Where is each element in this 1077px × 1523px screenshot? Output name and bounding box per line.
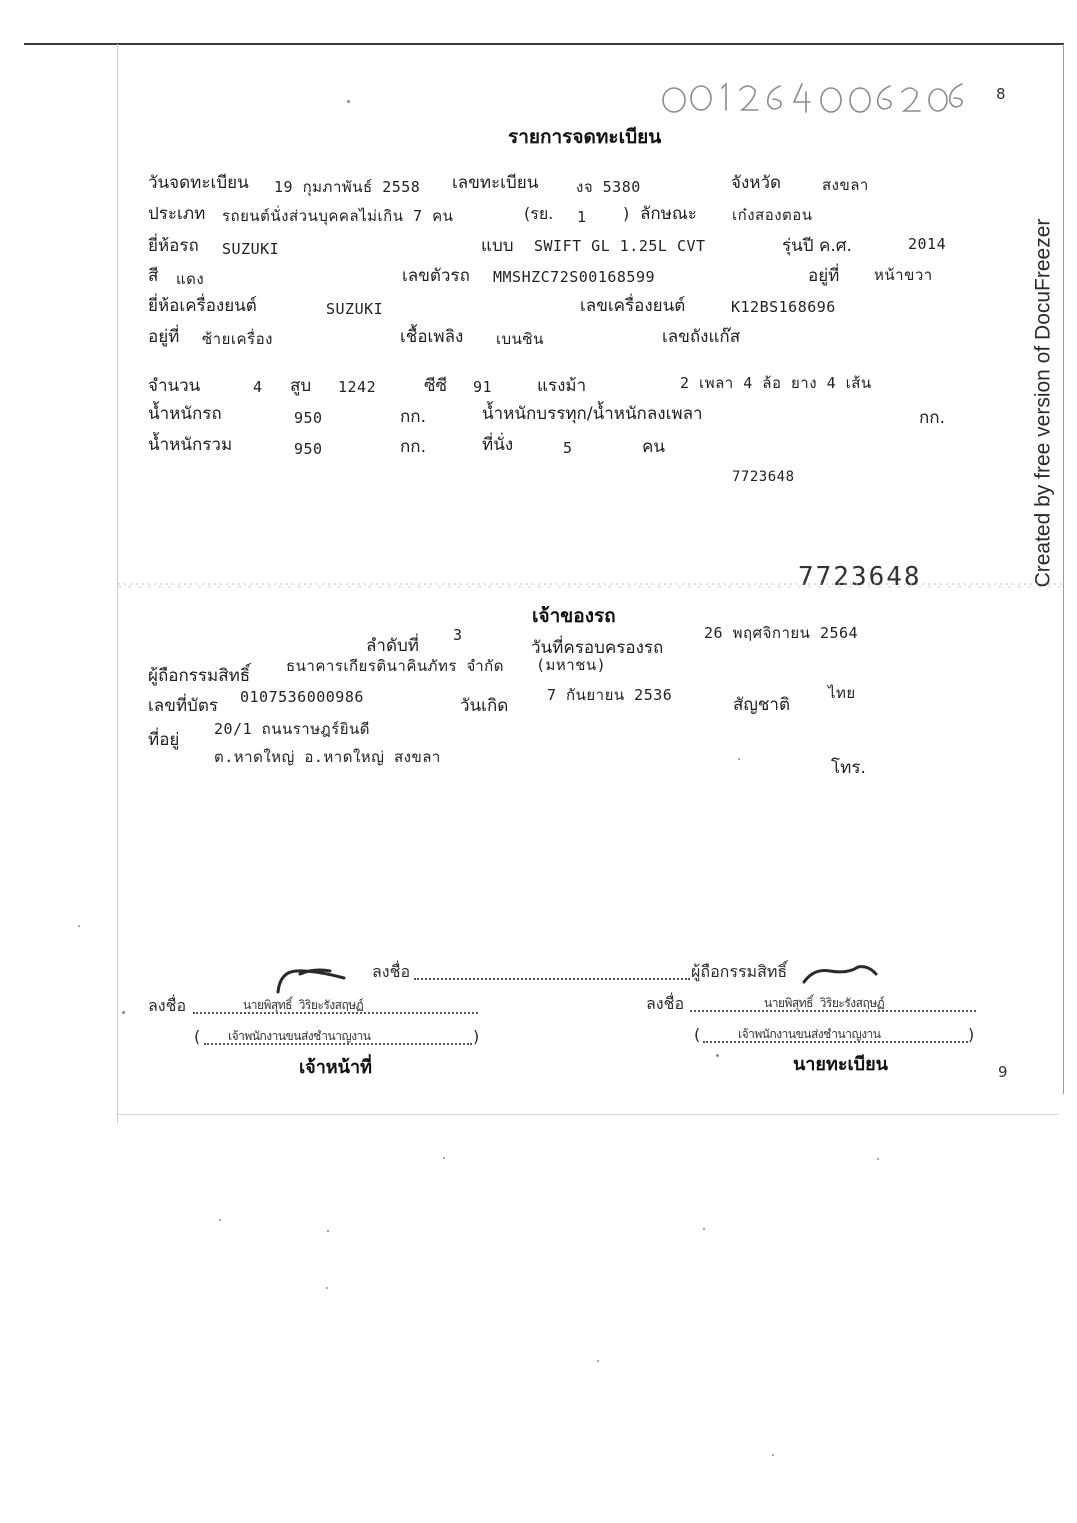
vin-location-label: อยู่ที่ <box>808 266 840 286</box>
fuel-value: เบนซิน <box>496 330 544 348</box>
scan-speck <box>597 1360 599 1362</box>
total-weight-label: น้ำหนักรวม <box>148 435 233 455</box>
scan-speck <box>327 1230 329 1232</box>
registrar-sign-dots <box>690 1010 976 1012</box>
page-number-top: 8 <box>996 85 1006 103</box>
holder-sign-label: ลงชื่อ <box>372 962 411 981</box>
engine-no-value: K12BS168696 <box>731 298 836 316</box>
scan-speck <box>122 1011 125 1014</box>
phone-label: โทร. <box>831 758 866 778</box>
vehicle-weight-unit: กก. <box>400 407 426 427</box>
registration-title: รายการจดทะเบียน <box>508 126 662 148</box>
id-label: เลขที่บัตร <box>148 696 219 716</box>
brand-label: ยี่ห้อรถ <box>148 236 199 256</box>
vin-value: MMSHZC72S00168599 <box>493 268 656 286</box>
registrar-name: นายพิสุทธิ์ วิริยะรังสฤษฏ์ <box>764 996 885 1010</box>
plate-value: งจ 5380 <box>576 178 641 196</box>
province-label: จังหวัด <box>731 173 782 193</box>
birth-value: 7 กันยายน 2536 <box>547 686 673 704</box>
registrar-position: เจ้าพนักงานขนส่งชำนาญงาน <box>738 1027 881 1041</box>
type-value: รถยนต์นั่งส่วนบุคคลไม่เกิน 7 คน <box>222 207 454 225</box>
officer-sign-label: ลงชื่อ <box>148 996 187 1015</box>
fuel-label: เชื้อเพลิง <box>400 327 464 347</box>
officer-title: เจ้าหน้าที่ <box>299 1057 372 1078</box>
type-label: ประเภท <box>148 204 206 224</box>
ref-number-large-text: 7723648 <box>798 564 922 586</box>
type-code-close: ) <box>623 204 630 223</box>
scan-speck <box>219 1219 221 1221</box>
seats-unit: คน <box>642 437 665 457</box>
holder-signature-mark <box>274 962 356 996</box>
engine-brand-value: SUZUKI <box>326 300 384 318</box>
cylinders-label: จำนวน <box>148 376 201 396</box>
birth-label: วันเกิด <box>460 696 509 716</box>
total-weight-value: 950 <box>294 440 323 458</box>
vin-location-value: หน้าขวา <box>874 266 933 284</box>
year-label: รุ่นปี ค.ศ. <box>782 236 852 256</box>
officer-position-open: ( <box>194 1027 201 1046</box>
section-divider <box>118 578 1063 592</box>
officer-position-close: ) <box>473 1027 480 1046</box>
body-label: ลักษณะ <box>640 204 697 224</box>
type-code-value: 1 <box>577 208 587 226</box>
color-value: แดง <box>176 270 205 288</box>
scan-speck <box>347 100 350 103</box>
load-weight-label: น้ำหนักบรรทุก/น้ำหนักลงเพลา <box>482 404 703 424</box>
scan-speck <box>772 1454 774 1456</box>
model-value: SWIFT GL 1.25L CVT <box>534 237 706 255</box>
engine-brand-label: ยี่ห้อเครื่องยนต์ <box>148 296 257 316</box>
vin-label: เลขตัวรถ <box>402 266 470 286</box>
cc-value: 1242 <box>338 378 377 396</box>
address-label: ที่อยู่ <box>148 730 180 750</box>
vehicle-weight-label: น้ำหนักรถ <box>148 404 222 424</box>
hp-value: 91 <box>473 378 493 396</box>
plate-label: เลขทะเบียน <box>452 173 539 193</box>
top-border-line <box>24 43 1064 45</box>
registrar-sign-label: ลงชื่อ <box>646 994 685 1013</box>
docufreezer-watermark: Created by free version of DocuFreezer <box>1031 218 1055 588</box>
holder-sign-suffix: ผู้ถือกรรมสิทธิ์ <box>691 962 788 981</box>
model-label: แบบ <box>481 236 514 256</box>
color-label: สี <box>148 266 159 286</box>
id-value: 0107536000986 <box>240 688 364 706</box>
type-code-open: (รย. <box>524 204 554 223</box>
officer-position-dots <box>204 1043 472 1045</box>
engine-no-label: เลขเครื่องยนต์ <box>580 296 686 316</box>
seats-value: 5 <box>563 439 573 457</box>
brand-value: SUZUKI <box>222 240 280 258</box>
officer-name: นายพิสุทธิ์ วิริยะรังสฤษฏ์ <box>243 998 364 1012</box>
holder-suffix: (มหาชน) <box>536 656 607 674</box>
order-label: ลำดับที่ <box>366 636 420 656</box>
load-weight-unit: กก. <box>919 408 945 428</box>
cc-unit: ซีซี <box>424 376 448 396</box>
holder-sign-dots <box>414 978 690 980</box>
scan-speck <box>703 1228 705 1230</box>
nationality-value: ไทย <box>828 684 856 702</box>
reg-date-label: วันจดทะเบียน <box>148 173 249 193</box>
year-value: 2014 <box>908 235 947 253</box>
gas-tank-label: เลขถังแก๊ส <box>662 327 741 347</box>
registrar-title: นายทะเบียน <box>793 1054 888 1075</box>
bottom-scan-line <box>118 1114 1058 1115</box>
right-border-line <box>1063 44 1064 1094</box>
body-value: เก๋งสองตอน <box>732 206 813 224</box>
axle-info: 2 เพลา 4 ล้อ ยาง 4 เส้น <box>680 374 872 392</box>
registrar-position-dots <box>703 1041 968 1043</box>
engine-location-value: ซ้ายเครื่อง <box>202 330 273 348</box>
handwritten-number <box>656 74 966 124</box>
officer-sign-dots <box>193 1012 478 1014</box>
page-number-bottom: 9 <box>998 1063 1008 1081</box>
holder-value: ธนาคารเกียรตินาคินภัทร จำกัด <box>286 657 505 675</box>
officer-position: เจ้าพนักงานขนส่งชำนาญงาน <box>228 1029 371 1043</box>
scan-speck <box>78 925 80 927</box>
engine-location-label: อยู่ที่ <box>148 327 180 347</box>
registrar-signature-mark <box>800 960 882 990</box>
address-line2: ต.หาดใหญ่ อ.หาดใหญ่ สงขลา <box>214 748 441 766</box>
cylinders-value: 4 <box>253 378 263 396</box>
nationality-label: สัญชาติ <box>733 695 790 715</box>
cylinders-unit: สูบ <box>290 376 312 396</box>
scan-speck <box>326 1287 328 1289</box>
scan-speck <box>443 1157 445 1159</box>
registrar-position-open: ( <box>694 1025 701 1044</box>
holder-label: ผู้ถือกรรมสิทธิ์ <box>148 666 251 686</box>
scan-speck <box>877 1158 879 1160</box>
scan-speck <box>716 1054 719 1057</box>
ref-number: 7723648 <box>732 469 795 485</box>
total-weight-unit: กก. <box>400 437 426 457</box>
possession-label: วันที่ครอบครองรถ <box>531 638 664 658</box>
address-line1: 20/1 ถนนราษฎร์ยินดี <box>214 720 371 738</box>
province-value: สงขลา <box>822 176 869 194</box>
order-value: 3 <box>453 626 463 644</box>
registrar-position-close: ) <box>968 1025 975 1044</box>
seats-label: ที่นั่ง <box>482 435 514 455</box>
owner-title: เจ้าของรถ <box>532 605 616 627</box>
scan-speck <box>738 758 740 760</box>
hp-unit: แรงม้า <box>537 376 587 396</box>
vehicle-weight-value: 950 <box>294 409 323 427</box>
possession-date: 26 พฤศจิกายน 2564 <box>704 624 859 642</box>
reg-date-value: 19 กุมภาพันธ์ 2558 <box>274 178 421 196</box>
